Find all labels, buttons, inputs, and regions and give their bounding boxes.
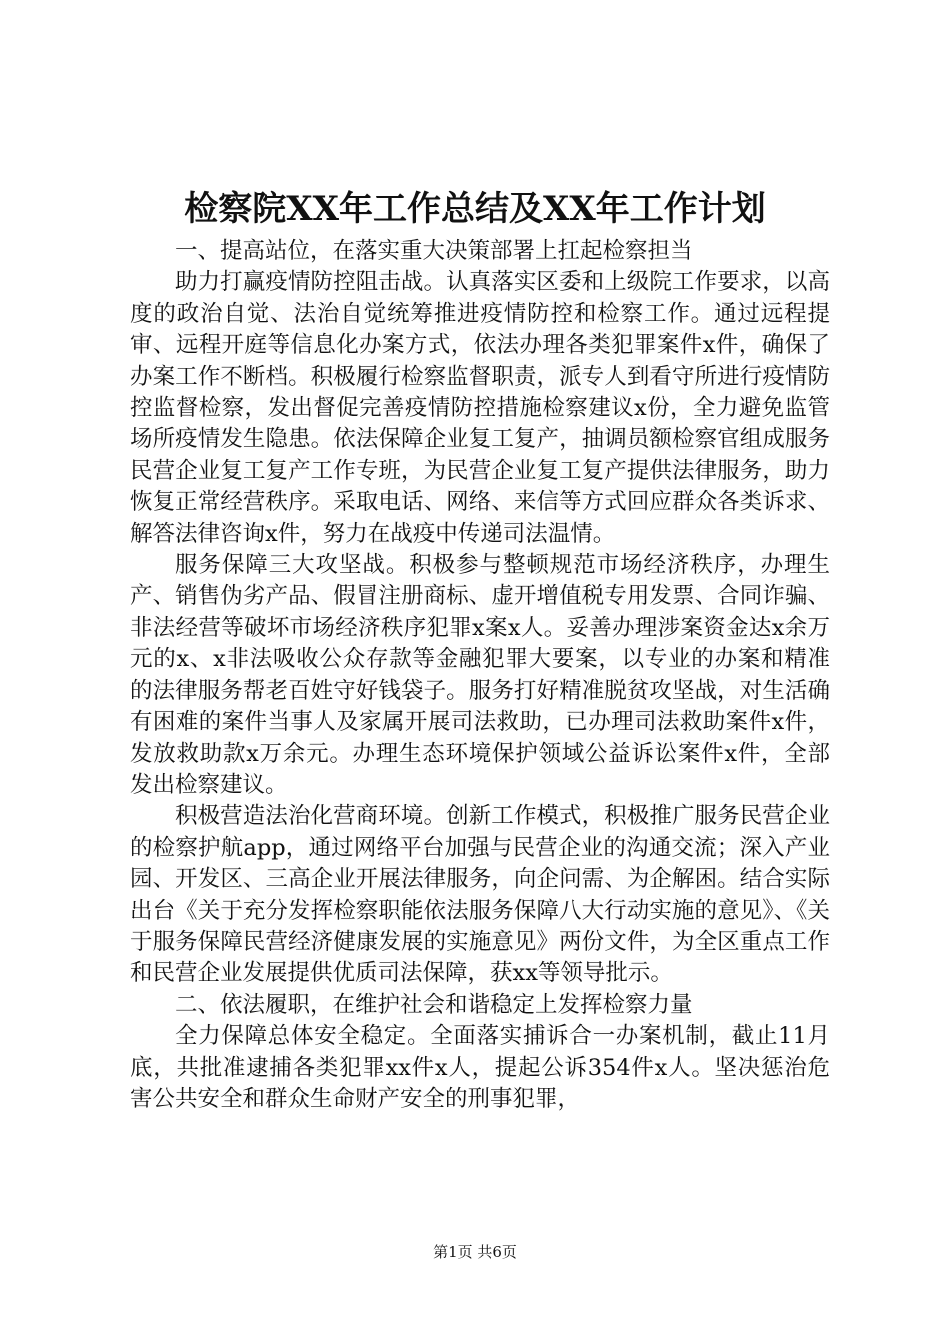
paragraph-three-battles: 服务保障三大攻坚战。积极参与整顿规范市场经济秩序，办理生产、销售伪劣产品、假冒注册商标、虚开增值税专用发票、合同诈骗、非法经营等破坏市场经济秩序犯罪x案x人。妥善办理涉案资金达x余万元的x、x非法吸收公众存款等金融犯罪大要案，以专业的办案和精准的法律服务帮老百姓守好钱袋子。服务打好精准脱贫攻坚战，对生活确有困难的案件当事人及家属开展司法救助，已办理司法救助案件x件，发放救助款x万余元。办理生态环境保护领域公益诉讼案件x件，全部发出检察建议。 [130,552,830,798]
page-footer: 第1页 共6页 [433,1243,517,1261]
document-title: 检察院XX年工作总结及XX年工作计划 [184,189,766,229]
document-body [130,236,830,1115]
paragraph-epidemic: 助力打赢疫情防控阻击战。认真落实区委和上级院工作要求，以高度的政治自觉、法治自觉统筹推进疫情防控和检察工作。通过远程提审、远程开庭等信息化办案方式，依法办理各类犯罪案件x件，确保了办案工作不断档。积极履行检察监督职责，派专人到看守所进行疫情防控监督检察，发出督促完善疫情防控措施检察建议x份，全力避免监管场所疫情发生隐患。依法保障企业复工复产，抽调员额检察官组成服务民营企业复工复产工作专班，为民营企业复工复产提供法律服务，助力恢复正常经营秩序。采取电话、网络、来信等方式回应群众各类诉求、解答法律咨询x件，努力在战疫中传递司法温情。 [130,269,830,547]
paragraph-security-stability: 全力保障总体安全稳定。全面落实捕诉合一办案机制，截止11月底，共批准逮捕各类犯罪xx件x人，提起公诉354件x人。坚决惩治危害公共安全和群众生命财产安全的刑事犯罪， [130,1023,830,1112]
section-heading-2: 二、依法履职，在维护社会和谐稳定上发挥检察力量 [175,991,693,1018]
section-heading-1: 一、提高站位，在落实重大决策部署上扛起检察担当 [175,238,693,264]
paragraph-business-environment: 积极营造法治化营商环境。创新工作模式，积极推广服务民营企业的检察护航app，通过网络平台加强与民营企业的沟通交流；深入产业园、开发区、三高企业开展法律服务，向企问需、为企解困。结合实际出台《关于充分发挥检察职能依法服务保障八大行动实施的意见》、《关于服务保障民营经济健康发展的实施意见》两份文件，为全区重点工作和民营企业发展提供优质司法保障，获xx等领导批示。 [130,803,830,987]
